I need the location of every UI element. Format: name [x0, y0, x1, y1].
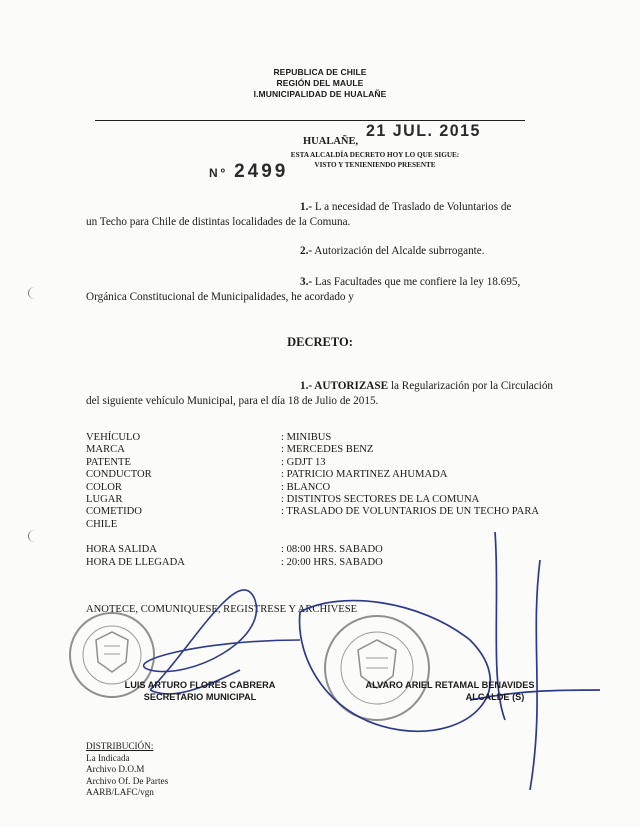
visto-2-number: 2.-: [300, 245, 313, 257]
letterhead-municipality: I.MUNICIPALIDAD DE HUALAÑE: [253, 89, 387, 99]
letterhead-region: REGIÓN DEL MAULE: [276, 78, 364, 88]
visto-2-text: Autorización del Alcalde subrrogante.: [312, 245, 485, 257]
row-value: : MERCEDES BENZ: [281, 444, 374, 456]
list-item: AARB/LAFC/vgn: [86, 787, 154, 798]
signatory-right-name: ALVARO ARIEL RETAMAL BENAVIDES: [365, 680, 535, 690]
signature-right: [300, 532, 600, 790]
resolution-1-text-b: del siguiente vehículo Municipal, para el día 18 de Julio de 2015.: [86, 394, 379, 407]
row-label: COMETIDO: [86, 506, 142, 518]
closing-formula: ANOTECE, COMUNIQUESE, REGISTRESE Y ARCHIVESE: [86, 604, 358, 615]
row-value: : MINIBUS: [281, 432, 332, 443]
row-label: HORA DE LLEGADA: [86, 556, 185, 568]
row-label: MARCA: [86, 444, 125, 456]
row-value: : DISTINTOS SECTORES DE LA COMUNA: [281, 494, 480, 506]
row-value: : BLANCO: [281, 481, 331, 493]
row-label: LUGAR: [86, 494, 123, 506]
row-label: VEHÍCULO: [86, 432, 141, 443]
list-item: Archivo D.O.M: [86, 764, 145, 775]
signature-block-left: [70, 679, 330, 703]
visto-3-text-b: Orgánica Constitucional de Municipalidades, he acordado y: [86, 290, 354, 303]
letterhead-country: REPUBLICA DE CHILE: [273, 67, 367, 77]
row-value: : PATRICIO MARTINEZ AHUMADA: [281, 469, 448, 481]
row-value: : TRASLADO DE VOLUNTARIOS DE UN TECHO PARA: [281, 506, 540, 518]
signatory-right-role: ALCALDE (S): [465, 692, 525, 702]
distribution-list: [86, 741, 168, 799]
row-label: COLOR: [86, 481, 122, 493]
signature-block-right: [330, 679, 570, 703]
visto-3-number: 3.-: [300, 276, 313, 288]
considering-line-2: VISTO Y TENIENIENDO PRESENTE: [314, 161, 436, 169]
decreto-title: DECRETO:: [287, 335, 353, 349]
place-name: HUALAÑE,: [303, 136, 359, 147]
visto-1-text-b: un Techo para Chile de distintas localidades de la Comuna.: [86, 215, 351, 228]
list-item: La Indicada: [86, 752, 130, 763]
visto-3-text-a: Las Facultades que me confiere la ley 18.695,: [312, 276, 521, 288]
row-value: : GDJT 13: [281, 456, 326, 468]
row-label: PATENTE: [86, 456, 131, 468]
row-label: HORA SALIDA: [86, 544, 157, 556]
considering-line-1: ESTA ALCALDÍA DECRETO HOY LO QUE SIGUE:: [290, 151, 460, 159]
decree-number-prefix: Nº: [209, 166, 229, 180]
resolution-1-number: 1.- AUTORIZASE: [300, 380, 389, 392]
row-value: : 20:00 HRS. SABADO: [281, 556, 383, 568]
punch-hole-mark: [28, 287, 41, 299]
list-item: Archivo Of. De Partes: [86, 775, 169, 786]
distribution-title: DISTRIBUCIÓN:: [86, 741, 154, 751]
visto-1-number: 1.-: [300, 201, 313, 213]
signatory-left-role: SECRETARIO MUNICIPAL: [143, 692, 257, 702]
decree-number-value: 2499: [234, 161, 289, 182]
visto-1-text-a: L a necesidad de Traslado de Voluntarios de: [312, 201, 512, 213]
row-value: : 08:00 HRS. SABADO: [281, 544, 383, 556]
punch-hole-mark: [28, 530, 41, 542]
row-label: CONDUCTOR: [86, 469, 152, 481]
signatory-left-name: LUIS ARTURO FLORES CABRERA: [124, 680, 276, 690]
resolution-1-text-a: la Regularización por la Circulación: [388, 380, 554, 392]
date-stamp: 21 JUL. 2015: [366, 122, 481, 141]
row-label: CHILE: [86, 518, 118, 530]
